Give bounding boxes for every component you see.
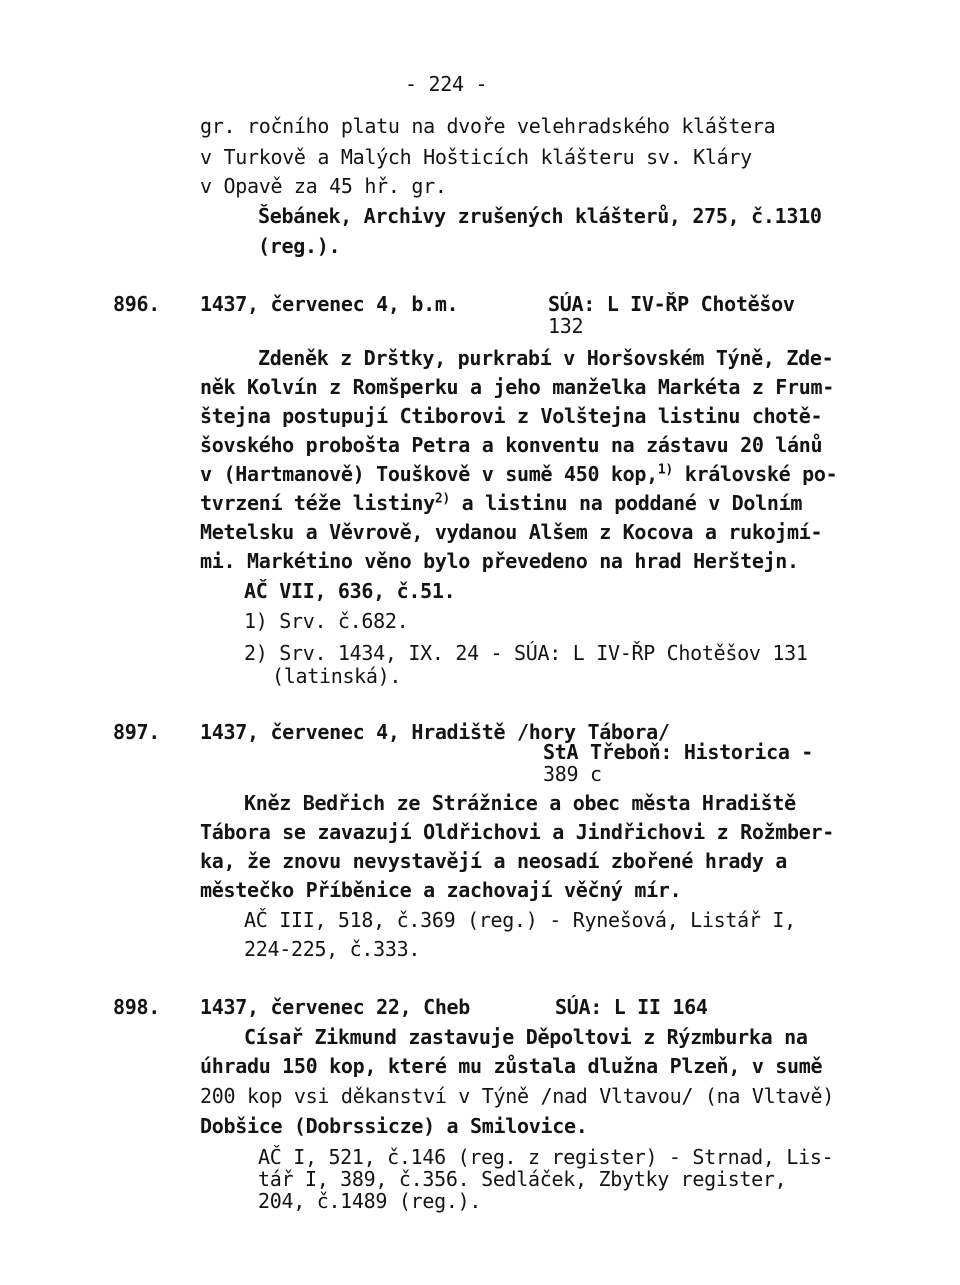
entry-date: 1437, červenec 4, b.m. [200, 292, 459, 316]
entry-text-line: Tábora se zavazují Oldřichovi a Jindřichovi z Rožmber- [200, 820, 835, 844]
entry-text-line: šovského proboštа Petra a konventu na zástavu 20 lánů [200, 433, 823, 457]
intro-line: v Turkově a Malých Hošticích klášteru sv. Kláry [200, 145, 752, 169]
footnote-mark: 1) [657, 462, 673, 478]
entry-text-line: úhradu 150 kop, které mu zůstala dlužna Plzeň, v sumě [200, 1054, 823, 1078]
entry-reference: 204, č.1489 (reg.). [258, 1189, 482, 1213]
entry-text-line [200, 491, 802, 515]
entry-reference: AČ I, 521, č.146 (reg. z register) - Strnad, Lis- [258, 1145, 834, 1169]
entry-text-segment: v (Hartmanově) Touškově v sumě 450 kop, [200, 462, 658, 486]
entry-text-line: štejna postupují Ctiborovi z Volštejna listinu chotě- [200, 404, 823, 428]
footnote: 2) Srv. 1434, IX. 24 - SÚA: L IV-ŘP Chotěšov 131 [244, 641, 808, 665]
entry-number: 897. [113, 720, 160, 744]
entry-text-line: Kněz Bedřich ze Strážnice a obec města Hradiště [244, 791, 796, 815]
entry-text-line: 200 kop vsi děkanství v Týně /nad Vltavou/ (na Vltavě) [200, 1084, 835, 1108]
entry-archive: SÚA: L II 164 [555, 995, 708, 1019]
entry-text-segment: tvrzení téže listiny [200, 491, 435, 515]
entry-text-line: městečko Příběnice a zachovají věčný mír. [200, 878, 682, 902]
intro-line: v Opavě za 45 hř. gr. [200, 174, 447, 198]
entry-reference: 224-225, č.333. [244, 937, 421, 961]
intro-reference: (reg.). [258, 234, 341, 258]
entry-text-segment: královské po- [672, 462, 838, 486]
entry-archive: StA Třeboň: Historica - [543, 740, 814, 764]
entry-text-segment: a listinu na poddané v Dolním [449, 491, 803, 515]
entry-text-line: Metelsku a Věvrově, vydanou Alšem z Kocova a rukojmí- [200, 520, 823, 544]
footnote: 1) Srv. č.682. [244, 609, 409, 633]
entry-text-line: Dobšice (Dobrssicze) a Smilovice. [200, 1114, 588, 1138]
entry-number: 898. [113, 995, 160, 1019]
entry-archive: 132 [548, 314, 584, 338]
entry-date: 1437, červenec 22, Cheb [200, 995, 471, 1019]
entry-reference: tář I, 389, č.356. Sedláček, Zbytky register, [258, 1167, 787, 1191]
entry-text-line: Císař Zikmund zastavuje Děpoltovi z Rýzmburka na [244, 1025, 808, 1049]
footnote-mark: 2) [434, 491, 450, 507]
entry-reference: AČ VII, 636, č.51. [244, 579, 456, 603]
intro-reference: Šebánek, Archivy zrušených klášterů, 275, č.1310 [258, 204, 822, 228]
entry-text-line: Zdeněk z Drštky, purkrabí v Horšovském Týně, Zde- [258, 346, 834, 370]
page-number: - 224 - [405, 72, 488, 96]
footnote: (latinská). [272, 664, 402, 688]
entry-archive: 389 c [543, 762, 602, 786]
entry-reference: AČ III, 518, č.369 (reg.) - Rynešová, Listář I, [244, 908, 796, 932]
intro-line: gr. ročního platu na dvoře velehradského kláštera [200, 114, 776, 138]
entry-text-line [200, 462, 837, 486]
entry-text-line: mi. Markétino věno bylo převedeno na hrad Herštejn. [200, 549, 799, 573]
entry-number: 896. [113, 292, 160, 316]
entry-text-line: ka, že znovu nevystavějí a neosadí zbořené hrady a [200, 849, 788, 873]
entry-date: 1437, červenec 4, Hradiště /hory Tábora/ [200, 720, 670, 744]
entry-archive: SÚA: L IV-ŘP Chotěšov [548, 292, 795, 316]
entry-text-line: něk Kolvín z Romšperku a jeho manželka Markéta z Frum- [200, 375, 835, 399]
